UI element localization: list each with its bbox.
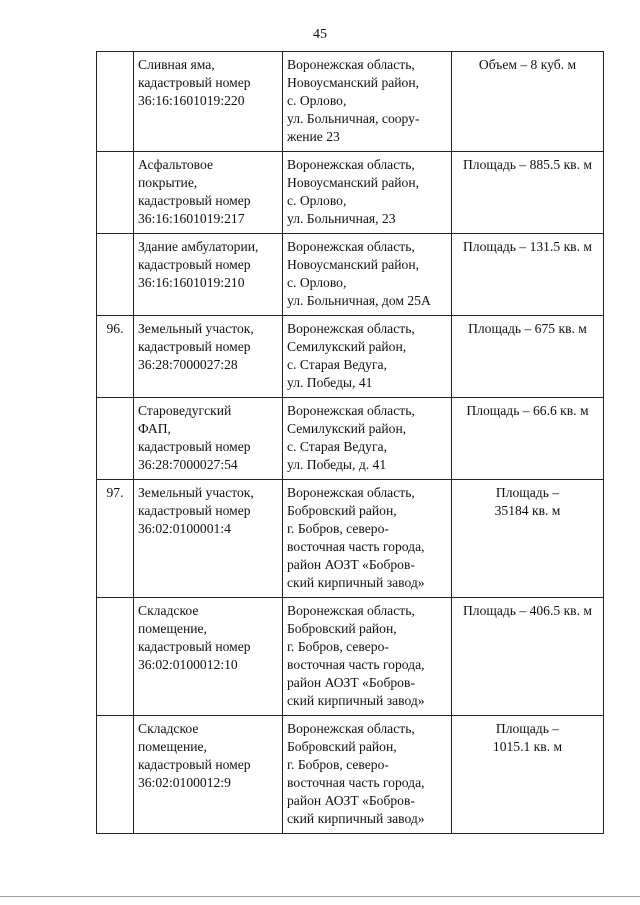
table-row: [97, 716, 604, 834]
object-name-cell: Здание амбулатории, кадастровый номер 36:16:1601019:210: [134, 234, 283, 316]
characteristic-cell: Объем – 8 куб. м: [452, 52, 604, 152]
table-row: [97, 52, 604, 152]
characteristic-cell: Площадь – 675 кв. м: [452, 316, 604, 398]
table-row: [97, 598, 604, 716]
row-number-cell: [97, 52, 134, 152]
characteristic-cell: Площадь – 406.5 кв. м: [452, 598, 604, 716]
row-number-cell: [97, 598, 134, 716]
characteristic-cell: Площадь – 885.5 кв. м: [452, 152, 604, 234]
table-row: [97, 152, 604, 234]
page-number: 45: [313, 27, 327, 42]
characteristic-cell: Площадь – 1015.1 кв. м: [452, 716, 604, 834]
property-table-body: [97, 52, 604, 834]
table-row: [97, 234, 604, 316]
address-cell: Воронежская область, Новоусманский район, с. Орлово, ул. Больничная, 23: [283, 152, 452, 234]
object-name-cell: Земельный участок, кадастровый номер 36:02:0100001:4: [134, 480, 283, 598]
object-name-cell: Складское помещение, кадастровый номер 36:02:0100012:10: [134, 598, 283, 716]
address-cell: Воронежская область, Бобровский район, г. Бобров, северо- восточная часть города, район АОЗТ «Бобров- ский кирпичный завод»: [283, 598, 452, 716]
object-name-cell: Асфальтовое покрытие, кадастровый номер 36:16:1601019:217: [134, 152, 283, 234]
object-name-cell: Сливная яма, кадастровый номер 36:16:1601019:220: [134, 52, 283, 152]
table-row: [97, 398, 604, 480]
characteristic-cell: Площадь – 131.5 кв. м: [452, 234, 604, 316]
row-number-cell: [97, 398, 134, 480]
row-number-cell: [97, 716, 134, 834]
row-number-cell: 96.: [97, 316, 134, 398]
row-number-cell: [97, 152, 134, 234]
object-name-cell: Староведугский ФАП, кадастровый номер 36:28:7000027:54: [134, 398, 283, 480]
table-row: [97, 316, 604, 398]
row-number-cell: 97.: [97, 480, 134, 598]
bottom-scan-rule: [0, 896, 640, 897]
characteristic-cell: Площадь – 35184 кв. м: [452, 480, 604, 598]
property-table: [96, 51, 604, 834]
address-cell: Воронежская область, Новоусманский район, с. Орлово, ул. Больничная, дом 25А: [283, 234, 452, 316]
address-cell: Воронежская область, Семилукский район, с. Старая Ведуга, ул. Победы, д. 41: [283, 398, 452, 480]
address-cell: Воронежская область, Семилукский район, с. Старая Ведуга, ул. Победы, 41: [283, 316, 452, 398]
address-cell: Воронежская область, Бобровский район, г. Бобров, северо- восточная часть города, район АОЗТ «Бобров- ский кирпичный завод»: [283, 480, 452, 598]
characteristic-cell: Площадь – 66.6 кв. м: [452, 398, 604, 480]
object-name-cell: Складское помещение, кадастровый номер 36:02:0100012:9: [134, 716, 283, 834]
address-cell: Воронежская область, Новоусманский район, с. Орлово, ул. Больничная, соору- жение 23: [283, 52, 452, 152]
object-name-cell: Земельный участок, кадастровый номер 36:28:7000027:28: [134, 316, 283, 398]
table-row: [97, 480, 604, 598]
address-cell: Воронежская область, Бобровский район, г. Бобров, северо- восточная часть города, район АОЗТ «Бобров- ский кирпичный завод»: [283, 716, 452, 834]
row-number-cell: [97, 234, 134, 316]
